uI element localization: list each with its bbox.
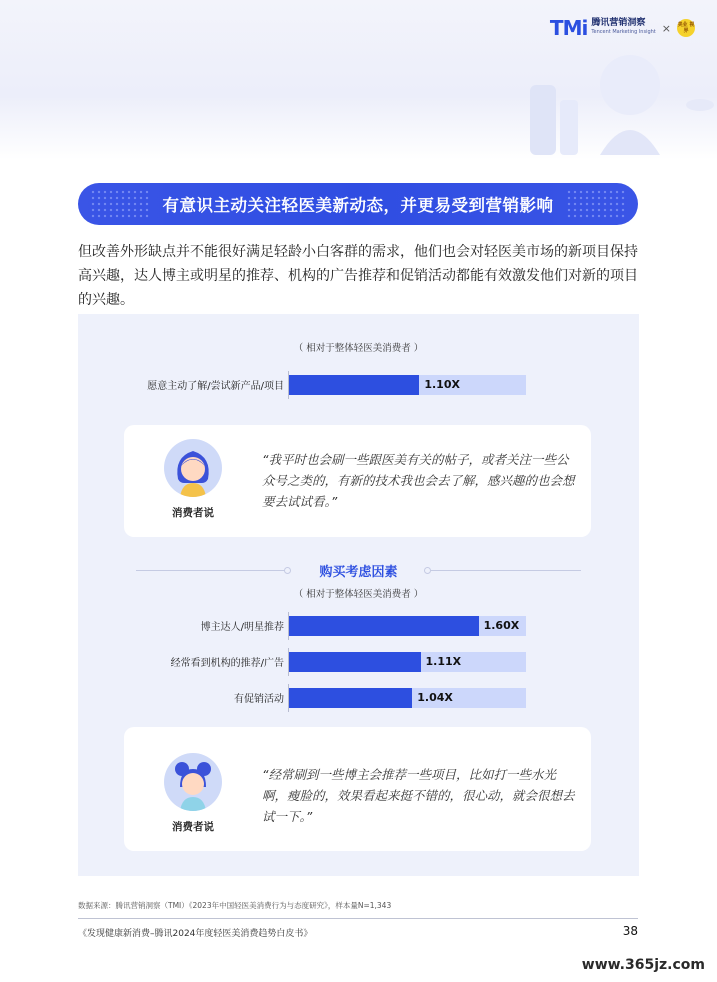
consumer-quote-card (124, 425, 591, 537)
consumer-quote-card (124, 727, 591, 851)
bar-fill (289, 375, 419, 395)
figure-shape (600, 55, 660, 115)
tmi-logo: TMi (549, 16, 588, 40)
footer-divider (78, 918, 638, 919)
building-shape (530, 85, 556, 155)
figure-shape (600, 130, 660, 155)
section-banner (78, 183, 638, 225)
avatar (164, 439, 222, 497)
bar-value-label: 1.11X (425, 655, 462, 668)
girl-avatar-icon (164, 753, 222, 811)
bar-fill (289, 652, 421, 672)
bar-label: 经常看到机构的推荐/广告 (170, 658, 284, 669)
building-shape (560, 100, 578, 155)
watermark: www.365jz.com (576, 955, 711, 975)
footer-document-title: 《发现健康新消费–腾讯2024年度轻医美消费趋势白皮书》 (78, 929, 313, 939)
speaker-label: 消费者说 (172, 821, 214, 833)
bar-label: 博主达人/明星推荐 (200, 622, 284, 633)
heading-divider-dot (424, 567, 431, 574)
brand-text (591, 19, 655, 37)
factor-bar-row (78, 688, 639, 708)
bar-label: 愿意主动了解/尝试新产品/项目 (147, 381, 284, 392)
header-illustration (520, 45, 717, 155)
section-title: 有意识主动关注轻医美新动态，并更易受到营销影响 (162, 196, 554, 215)
bar-fill (289, 616, 479, 636)
consumer-quote-text: “我平时也会刷一些跟医美有关的帖子，或者关注一些公众号之类的，有新的技术我也会去了解，感兴趣的也会想要去试试看。” (262, 452, 575, 509)
speaker-label: 消费者说 (172, 507, 214, 519)
bar-value-label: 1.60X (483, 619, 520, 632)
brand-name-en: Tencent Marketing Insight (591, 29, 656, 35)
factors-heading (78, 560, 639, 580)
chart1-bar-row (78, 375, 639, 395)
factor-bar-row (78, 616, 639, 636)
girl-avatar-icon (164, 439, 222, 497)
bar-fill (289, 688, 412, 708)
bar-value-label: 1.04X (417, 691, 453, 704)
content-panel (78, 314, 639, 876)
brand-header (550, 18, 695, 38)
factors-note: （ 相对于整体轻医美消费者 ） (293, 589, 424, 600)
consumer-avatar-block (162, 753, 224, 834)
factor-bar-row (78, 652, 639, 672)
brand-separator: × (661, 21, 671, 35)
consumer-avatar-block (162, 439, 224, 520)
heading-divider (431, 570, 581, 571)
bar-label: 有促销活动 (234, 694, 284, 705)
bar-value-label: 1.10X (424, 378, 460, 391)
avatar (164, 753, 222, 811)
cloud-shape (686, 99, 714, 111)
banner-dot-pattern (90, 189, 150, 219)
consumer-quote-text: “经常刷到一些博主会推荐一些项目，比如打一些水光啊，瘦脸的，效果看起来挺不错的，很心动，就会很想去试一下。” (262, 767, 575, 824)
page-number: 38 (622, 924, 638, 938)
brand-name-cn: 腾讯营销洞察 (591, 18, 646, 28)
partner-logo: 美业 视界 (677, 19, 695, 37)
banner-dot-pattern (566, 189, 626, 219)
data-source-note: 数据来源：腾讯营销洞察（TMI）《2023年中国轻医美消费行为与态度研究》，样本量N=1,343 (78, 901, 392, 910)
intro-paragraph: 但改善外形缺点并不能很好满足轻龄小白客群的需求，他们也会对轻医美市场的新项目保持高兴趣，达人博主或明星的推荐、机构的广告推荐和促销活动都能有效激发他们对新的项目的兴趣。 (78, 244, 638, 308)
chart1-note: （ 相对于整体轻医美消费者 ） (293, 343, 424, 354)
factors-title: 购买考虑因素 (319, 565, 398, 580)
